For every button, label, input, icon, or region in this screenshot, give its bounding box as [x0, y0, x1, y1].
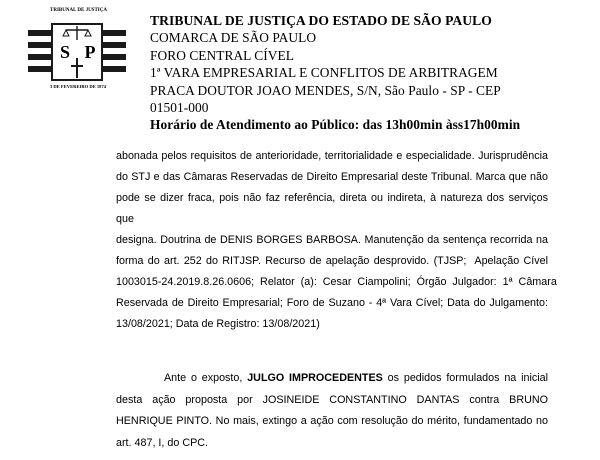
quote-line: designa. Doutrina de DENIS BORGES BARBOSA. Manutenção da sentença recorrida na: [116, 234, 548, 246]
quote-line: Reservada de Direito Empresarial; Foro de Suzano - 4ª Vara Cível; Data do Julgamento:: [116, 297, 548, 309]
ruling-prefix: Ante o exposto,: [164, 372, 248, 384]
court-name: TRIBUNAL DE JUSTIÇA DO ESTADO DE SÃO PAULO: [150, 13, 492, 28]
forum-name: FORO CENTRAL CÍVEL: [150, 47, 294, 63]
address-line-2: 01501-000: [150, 100, 209, 116]
quote-line: forma do art. 252 do RITJSP. Recurso de apelação desprovido. (TJSP; Apelação Cível: [116, 255, 548, 267]
jurisprudence-quote: [116, 146, 557, 335]
document-body: [116, 146, 557, 449]
seal-letter-p: P: [84, 42, 96, 62]
ruling-paragraph: [116, 368, 548, 454]
quote-line: 1003015-24.2019.8.26.0606; Relator (a): Cesar Ciampolini; Órgão Julgador: 1ª Câmara: [116, 276, 557, 288]
seal-bottom-text: 3 DE FEVEREIRO DE 1874: [49, 84, 107, 89]
quote-line: 13/08/2021; Data de Registro: 13/08/2021): [116, 318, 320, 330]
office-hours: Horário de Atendimento ao Público: das 13h00min àss17h00min: [150, 117, 521, 133]
quote-line: abonada pelos requisitos de anterioridade, territorialidade e especialidade. Jurisprudência: [116, 150, 548, 162]
court-header: [150, 12, 590, 134]
court-seal-icon: [28, 6, 126, 94]
district-name: COMARCA DE SÃO PAULO: [150, 30, 317, 46]
seal-top-text: TRIBUNAL DE JUSTIÇA: [50, 8, 107, 13]
address-line-1: PRACA DOUTOR JOAO MENDES, S/N, São Paulo - SP - CEP: [150, 82, 501, 98]
ruling-suffix: os pedidos formulados na inicial desta ação proposta por JOSINEIDE CONSTANTINO DANTAS contra BRUNO HENRIQUE PINTO. No mais, extingo a ação com resolução do mérito, fundamentado no art. 487, I, do CPC.: [116, 372, 548, 449]
ruling-verdict: JULGO IMPROCEDENTES: [247, 372, 383, 384]
quote-line: do STJ e das Câmaras Reservadas de Direito Empresarial deste Tribunal. Marca que não: [116, 171, 548, 183]
court-seal: [28, 6, 126, 94]
quote-line: pode se dizer fraca, pois não faz referência, direta ou indireta, à natureza dos serviços que: [116, 192, 548, 225]
seal-letter-s: S: [59, 42, 70, 62]
court-unit: 1ª VARA EMPRESARIAL E CONFLITOS DE ARBITRAGEM: [150, 65, 498, 81]
